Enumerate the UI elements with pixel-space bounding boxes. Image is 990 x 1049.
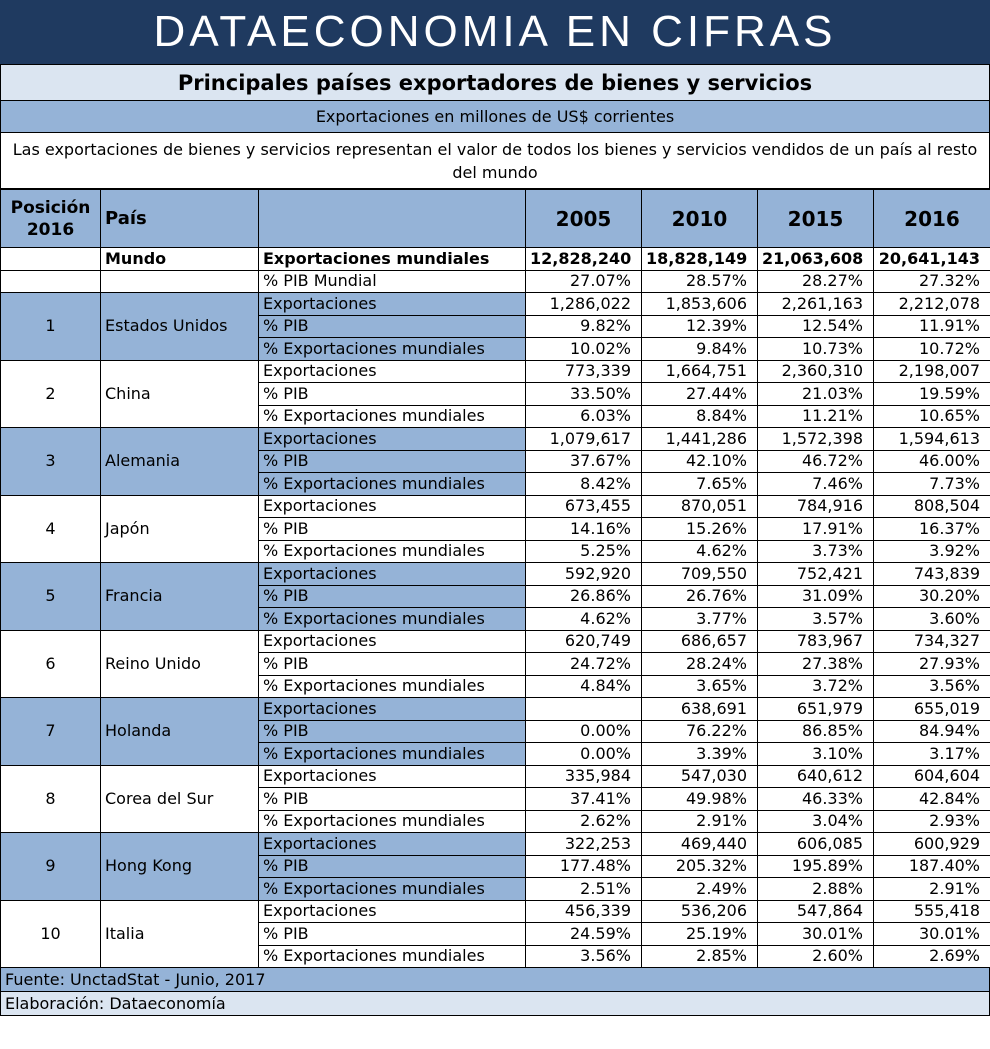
value-cell: 205.32% — [642, 855, 758, 878]
value-cell: 1,664,751 — [642, 360, 758, 383]
value-cell: 3.39% — [642, 743, 758, 766]
value-cell: 46.33% — [758, 788, 874, 811]
value-cell: 651,979 — [758, 698, 874, 721]
world-row — [1, 270, 990, 293]
country-rank: 7 — [1, 698, 101, 766]
value-cell: 2.93% — [874, 810, 990, 833]
table-row — [1, 563, 990, 586]
value-cell: 673,455 — [526, 495, 642, 518]
world-metric: Exportaciones mundiales — [259, 248, 526, 271]
value-cell: 4.84% — [526, 675, 642, 698]
value-cell: 8.84% — [642, 405, 758, 428]
value-cell: 187.40% — [874, 855, 990, 878]
value-cell: 3.60% — [874, 608, 990, 631]
value-cell: 3.56% — [874, 675, 990, 698]
value-cell: 86.85% — [758, 720, 874, 743]
metric-label: % PIB — [259, 383, 526, 406]
header-year: 2010 — [642, 190, 758, 248]
value-cell: 3.10% — [758, 743, 874, 766]
header-metric — [259, 190, 526, 248]
header-position — [1, 190, 101, 248]
country-name: Reino Unido — [101, 630, 259, 698]
value-cell: 10.02% — [526, 338, 642, 361]
value-cell: 17.91% — [758, 518, 874, 541]
value-cell: 2.62% — [526, 810, 642, 833]
country-name: Corea del Sur — [101, 765, 259, 833]
value-cell: 24.72% — [526, 653, 642, 676]
value-cell: 10.73% — [758, 338, 874, 361]
value-cell: 19.59% — [874, 383, 990, 406]
world-row — [1, 248, 990, 271]
value-cell: 686,657 — [642, 630, 758, 653]
metric-label: Exportaciones — [259, 630, 526, 653]
metric-label: Exportaciones — [259, 698, 526, 721]
header-country: País — [101, 190, 259, 248]
world-value: 28.27% — [758, 270, 874, 293]
value-cell: 195.89% — [758, 855, 874, 878]
value-cell: 2.60% — [758, 945, 874, 968]
value-cell: 9.82% — [526, 315, 642, 338]
value-cell: 37.67% — [526, 450, 642, 473]
value-cell: 3.73% — [758, 540, 874, 563]
value-cell: 5.25% — [526, 540, 642, 563]
metric-label: % PIB — [259, 720, 526, 743]
value-cell: 21.03% — [758, 383, 874, 406]
value-cell: 2.69% — [874, 945, 990, 968]
value-cell: 177.48% — [526, 855, 642, 878]
value-cell: 8.42% — [526, 473, 642, 496]
value-cell: 335,984 — [526, 765, 642, 788]
header-position-line2: 2016 — [26, 219, 75, 240]
value-cell: 27.38% — [758, 653, 874, 676]
value-cell: 0.00% — [526, 743, 642, 766]
table-row — [1, 495, 990, 518]
exports-table — [0, 189, 990, 968]
metric-label: % PIB — [259, 923, 526, 946]
value-cell: 26.76% — [642, 585, 758, 608]
world-value: 12,828,240 — [526, 248, 642, 271]
country-rank: 3 — [1, 428, 101, 496]
value-cell: 2,360,310 — [758, 360, 874, 383]
value-cell: 4.62% — [526, 608, 642, 631]
value-cell: 2.91% — [874, 878, 990, 901]
value-cell: 3.57% — [758, 608, 874, 631]
value-cell: 2,198,007 — [874, 360, 990, 383]
value-cell: 49.98% — [642, 788, 758, 811]
value-cell: 42.10% — [642, 450, 758, 473]
header-row — [1, 190, 990, 248]
value-cell: 752,421 — [758, 563, 874, 586]
metric-label: % Exportaciones mundiales — [259, 743, 526, 766]
world-label: Mundo — [101, 248, 259, 271]
value-cell: 2.91% — [642, 810, 758, 833]
metric-label: % PIB — [259, 585, 526, 608]
value-cell: 84.94% — [874, 720, 990, 743]
table-row — [1, 360, 990, 383]
world-metric: % PIB Mundial — [259, 270, 526, 293]
world-rank-cell — [1, 270, 101, 293]
header-position-line1: Posición — [10, 197, 91, 218]
header-year: 2005 — [526, 190, 642, 248]
value-cell: 2.85% — [642, 945, 758, 968]
metric-label: % PIB — [259, 315, 526, 338]
value-cell: 547,864 — [758, 900, 874, 923]
value-cell: 469,440 — [642, 833, 758, 856]
country-name: Estados Unidos — [101, 293, 259, 361]
value-cell: 600,929 — [874, 833, 990, 856]
value-cell: 14.16% — [526, 518, 642, 541]
value-cell: 2.88% — [758, 878, 874, 901]
world-value: 18,828,149 — [642, 248, 758, 271]
metric-label: % Exportaciones mundiales — [259, 338, 526, 361]
value-cell: 7.46% — [758, 473, 874, 496]
value-cell: 37.41% — [526, 788, 642, 811]
world-value: 21,063,608 — [758, 248, 874, 271]
country-rank: 2 — [1, 360, 101, 428]
world-rank-cell — [1, 248, 101, 271]
value-cell: 547,030 — [642, 765, 758, 788]
footer-source: Fuente: UnctadStat - Junio, 2017 — [0, 968, 990, 992]
value-cell: 30.01% — [874, 923, 990, 946]
value-cell: 9.84% — [642, 338, 758, 361]
value-cell: 30.01% — [758, 923, 874, 946]
value-cell: 27.93% — [874, 653, 990, 676]
value-cell: 2,212,078 — [874, 293, 990, 316]
metric-label: % Exportaciones mundiales — [259, 878, 526, 901]
value-cell: 7.73% — [874, 473, 990, 496]
table-row — [1, 765, 990, 788]
metric-label: % PIB — [259, 653, 526, 676]
world-value: 28.57% — [642, 270, 758, 293]
table-row — [1, 293, 990, 316]
table-description: Las exportaciones de bienes y servicios representan el valor de todos los bienes y servicios vendidos de un país al resto del mundo — [0, 133, 990, 189]
value-cell: 773,339 — [526, 360, 642, 383]
country-name: Japón — [101, 495, 259, 563]
country-rank: 4 — [1, 495, 101, 563]
value-cell: 12.39% — [642, 315, 758, 338]
world-value: 20,641,143 — [874, 248, 990, 271]
country-rank: 9 — [1, 833, 101, 901]
metric-label: % Exportaciones mundiales — [259, 405, 526, 428]
value-cell: 33.50% — [526, 383, 642, 406]
metric-label: % PIB — [259, 450, 526, 473]
value-cell: 3.92% — [874, 540, 990, 563]
value-cell: 3.56% — [526, 945, 642, 968]
country-rank: 10 — [1, 900, 101, 968]
country-name: China — [101, 360, 259, 428]
value-cell: 1,286,022 — [526, 293, 642, 316]
country-rank: 5 — [1, 563, 101, 631]
banner-title: DATAECONOMIA EN CIFRAS — [0, 0, 990, 65]
table-row — [1, 630, 990, 653]
table-row — [1, 833, 990, 856]
value-cell: 640,612 — [758, 765, 874, 788]
metric-label: % Exportaciones mundiales — [259, 675, 526, 698]
metric-label: Exportaciones — [259, 360, 526, 383]
country-name: Alemania — [101, 428, 259, 496]
value-cell: 456,339 — [526, 900, 642, 923]
world-value: 27.07% — [526, 270, 642, 293]
value-cell: 42.84% — [874, 788, 990, 811]
header-year: 2016 — [874, 190, 990, 248]
value-cell: 322,253 — [526, 833, 642, 856]
value-cell: 30.20% — [874, 585, 990, 608]
value-cell: 12.54% — [758, 315, 874, 338]
country-name: Hong Kong — [101, 833, 259, 901]
value-cell: 783,967 — [758, 630, 874, 653]
value-cell: 870,051 — [642, 495, 758, 518]
value-cell: 6.03% — [526, 405, 642, 428]
value-cell: 3.77% — [642, 608, 758, 631]
value-cell: 2.51% — [526, 878, 642, 901]
value-cell: 1,572,398 — [758, 428, 874, 451]
value-cell: 26.86% — [526, 585, 642, 608]
value-cell: 606,085 — [758, 833, 874, 856]
header-year: 2015 — [758, 190, 874, 248]
value-cell: 536,206 — [642, 900, 758, 923]
country-rank: 8 — [1, 765, 101, 833]
country-name: Holanda — [101, 698, 259, 766]
metric-label: Exportaciones — [259, 765, 526, 788]
value-cell: 604,604 — [874, 765, 990, 788]
value-cell: 16.37% — [874, 518, 990, 541]
metric-label: Exportaciones — [259, 563, 526, 586]
value-cell: 15.26% — [642, 518, 758, 541]
country-name: Italia — [101, 900, 259, 968]
value-cell: 1,853,606 — [642, 293, 758, 316]
country-name: Francia — [101, 563, 259, 631]
metric-label: Exportaciones — [259, 495, 526, 518]
world-value: 27.32% — [874, 270, 990, 293]
metric-label: % Exportaciones mundiales — [259, 945, 526, 968]
value-cell: 10.65% — [874, 405, 990, 428]
metric-label: % Exportaciones mundiales — [259, 810, 526, 833]
value-cell: 555,418 — [874, 900, 990, 923]
metric-label: Exportaciones — [259, 293, 526, 316]
country-rank: 6 — [1, 630, 101, 698]
value-cell: 3.72% — [758, 675, 874, 698]
value-cell: 46.72% — [758, 450, 874, 473]
world-label-cell — [101, 270, 259, 293]
value-cell: 7.65% — [642, 473, 758, 496]
value-cell: 592,920 — [526, 563, 642, 586]
value-cell: 46.00% — [874, 450, 990, 473]
value-cell: 3.17% — [874, 743, 990, 766]
value-cell: 743,839 — [874, 563, 990, 586]
table-title: Principales países exportadores de bienes y servicios — [0, 65, 990, 101]
value-cell: 1,441,286 — [642, 428, 758, 451]
value-cell: 2.49% — [642, 878, 758, 901]
value-cell: 808,504 — [874, 495, 990, 518]
value-cell: 3.65% — [642, 675, 758, 698]
value-cell: 76.22% — [642, 720, 758, 743]
metric-label: % PIB — [259, 855, 526, 878]
value-cell: 25.19% — [642, 923, 758, 946]
metric-label: % Exportaciones mundiales — [259, 473, 526, 496]
metric-label: % Exportaciones mundiales — [259, 608, 526, 631]
value-cell: 3.04% — [758, 810, 874, 833]
value-cell: 620,749 — [526, 630, 642, 653]
value-cell: 31.09% — [758, 585, 874, 608]
metric-label: Exportaciones — [259, 900, 526, 923]
value-cell: 655,019 — [874, 698, 990, 721]
value-cell: 1,594,613 — [874, 428, 990, 451]
metric-label: % Exportaciones mundiales — [259, 540, 526, 563]
value-cell: 27.44% — [642, 383, 758, 406]
value-cell: 1,079,617 — [526, 428, 642, 451]
metric-label: % PIB — [259, 518, 526, 541]
country-rank: 1 — [1, 293, 101, 361]
value-cell: 11.91% — [874, 315, 990, 338]
table-row — [1, 698, 990, 721]
value-cell: 11.21% — [758, 405, 874, 428]
value-cell: 709,550 — [642, 563, 758, 586]
metric-label: Exportaciones — [259, 428, 526, 451]
metric-label: % PIB — [259, 788, 526, 811]
table-row — [1, 428, 990, 451]
value-cell — [526, 698, 642, 721]
value-cell: 0.00% — [526, 720, 642, 743]
value-cell: 2,261,163 — [758, 293, 874, 316]
footer-credit: Elaboración: Dataeconomía — [0, 992, 990, 1016]
value-cell: 638,691 — [642, 698, 758, 721]
table-subtitle: Exportaciones en millones de US$ corrientes — [0, 101, 990, 133]
value-cell: 28.24% — [642, 653, 758, 676]
value-cell: 24.59% — [526, 923, 642, 946]
value-cell: 10.72% — [874, 338, 990, 361]
table-row — [1, 900, 990, 923]
value-cell: 784,916 — [758, 495, 874, 518]
value-cell: 4.62% — [642, 540, 758, 563]
metric-label: Exportaciones — [259, 833, 526, 856]
value-cell: 734,327 — [874, 630, 990, 653]
